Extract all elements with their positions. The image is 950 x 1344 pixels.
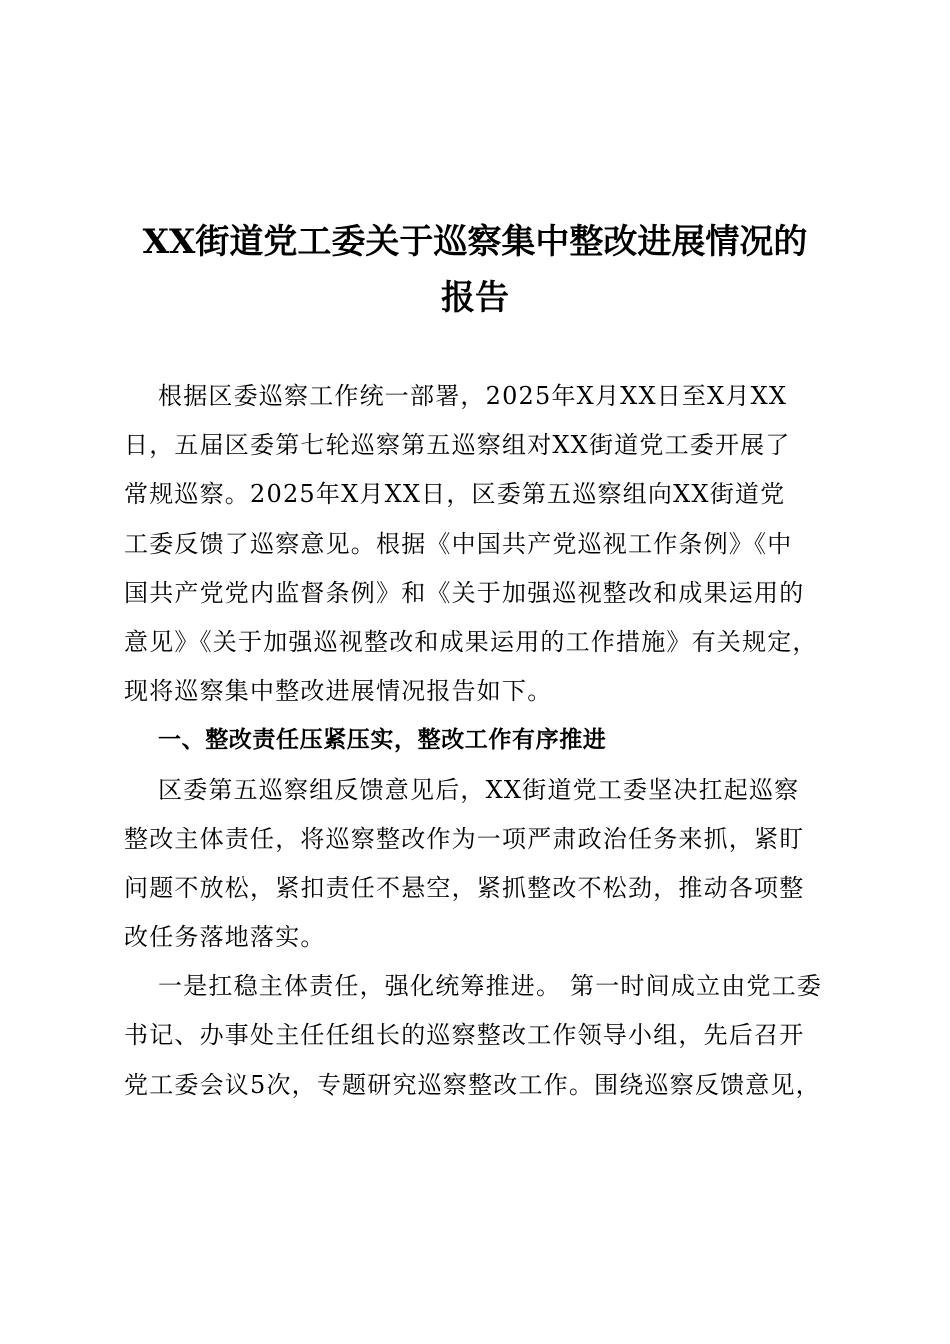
section-heading-1: 一、整改责任压紧压实，整改工作有序推进 [158,727,607,754]
text-line: 党工委会议5次，专题研究巡察整改工作。围绕巡察反馈意见， [124,1070,821,1099]
item-1-paragraph [124,962,834,1110]
text-line: 改任务落地落实。 [124,923,326,952]
intro-paragraph [124,372,834,716]
text-line: 根据区委巡察工作统一部署，2025年X月XX日至X月XX [158,382,788,410]
text-line: 常规巡察。2025年X月XX日，区委第五巡察组向XX街道党 [124,480,786,509]
text-line: 日，五届区委第七轮巡察第五巡察组对XX街道党工委开展了 [124,431,791,460]
text-line: 书记、办事处主任任组长的巡察整改工作领导小组，先后召开 [124,1021,805,1050]
text-line: 国共产党党内监督条例》和《关于加强巡视整改和成果运用的 [124,578,805,607]
text-line: 整改主体责任，将巡察整改作为一项严肃政治任务来抓，紧盯 [124,824,805,853]
section-1-paragraph [124,766,834,963]
title-line-1: XX街道党工委关于巡察集中整改进展情况的 [142,222,808,262]
document-title [100,214,850,326]
text-line: 意见》《关于加强巡视整改和成果运用的工作措施》有关规定， [124,627,818,656]
title-line-2: 报告 [441,278,509,318]
document-body [124,372,834,1110]
text-line: 一是扛稳主体责任，强化统筹推进。 第一时间成立由党工委 [158,972,823,1001]
text-line: 区委第五巡察组反馈意见后，XX街道党工委坚决扛起巡察 [158,775,800,804]
text-line: 工委反馈了巡察意见。根据《中国共产党巡视工作条例》《中 [124,529,793,558]
text-line: 现将巡察集中整改进展情况报告如下。 [124,677,553,706]
text-line: 问题不放松，紧扣责任不悬空，紧抓整改不松劲，推动各项整 [124,873,805,902]
